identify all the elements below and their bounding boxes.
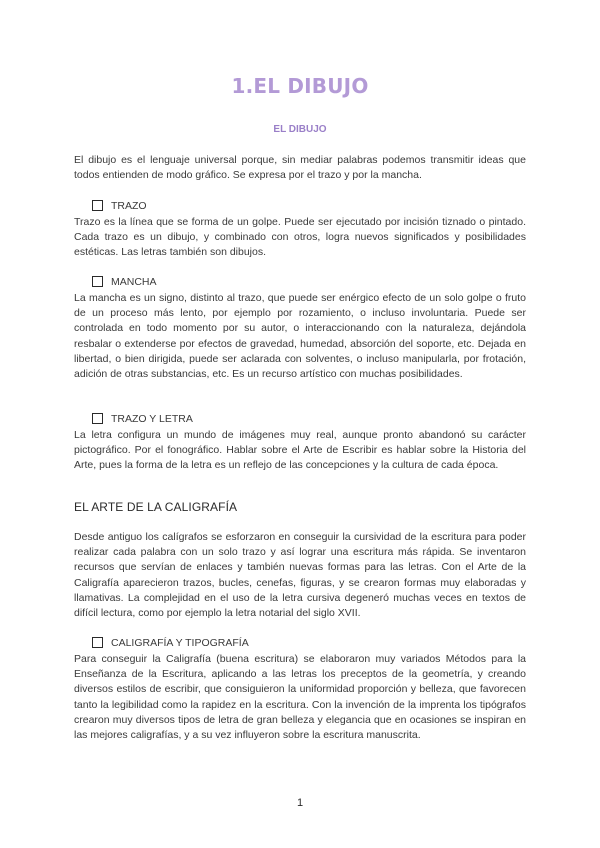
section-caligrafia-tipografia — [74, 635, 526, 743]
bullet-heading-caligrafia-tipografia — [92, 635, 526, 650]
intro-paragraph: El dibujo es el lenguaje universal porque, sin mediar palabras podemos transmitir ideas que todos entienden de modo gráfico. Se expresa por el trazo y por la mancha. — [74, 154, 526, 182]
checkbox-square-icon — [92, 276, 103, 287]
caligrafia-heading: EL ARTE DE LA CALIGRAFÍA — [74, 500, 238, 514]
section-trazo-y-letra — [74, 411, 526, 474]
checkbox-square-icon — [92, 637, 103, 648]
section-caligrafia — [74, 530, 526, 621]
bullet-label: TRAZO Y LETRA — [111, 412, 193, 425]
trazo-paragraph: Trazo es la línea que se forma de un golpe. Puede ser ejecutado por incisión tiznado o pintado. Cada trazo es un dibujo, y combinado con otros, logra nuevos significados y posibilidades estéticas. Las letras también son dibujos. — [74, 216, 526, 259]
bullet-heading-trazo-y-letra — [92, 411, 526, 426]
checkbox-square-icon — [92, 200, 103, 211]
intro-block — [74, 153, 526, 183]
caligrafia-tipografia-paragraph: Para conseguir la Caligrafía (buena escritura) se elaboraron muy variados Métodos para la Enseñanza de la Escritura, aplicando a las letras los preceptos de la geometría, y creando diversos estilos de escribir, que consiguieron la uniformidad proporción y belleza, que favorecen tanto la legibilidad como la rapidez en la escritura. Con la invención de la imprenta los tipógrafos crearon muy diversos tipos de letra de gran belleza y elegancia que en ocasiones se inspiran en las mejores caligrafías, y a su vez influyeron sobre la escritura manuscrita. — [74, 653, 526, 742]
section-trazo — [74, 198, 526, 261]
section-mancha — [74, 274, 526, 382]
caligrafia-paragraph: Desde antiguo los calígrafos se esforzaron en conseguir la cursividad de la escritura para poder realizar cada palabra con un solo trazo y así lograr una escritura más rápida. Se inventaron recursos que servían de enlaces y también nuevas formas para las letras. Con el Arte de la Caligrafía aparecieron trazos, bucles, cenefas, figuras, y se crearon formas muy elaboradas y llamativas. La complejidad en el uso de la letra cursiva degeneró muchas veces en textos de difícil lectura, como por ejemplo la letra notarial del siglo XVII. — [74, 531, 526, 620]
bullet-label: CALIGRAFÍA Y TIPOGRAFÍA — [111, 636, 249, 649]
bullet-heading-trazo — [92, 198, 526, 213]
mancha-paragraph: La mancha es un signo, distinto al trazo, que puede ser enérgico efecto de un solo golpe o fruto de un proceso más lento, por ejemplo por rozamiento, o incluso involuntaria. Puede ser controlada en todo momento por su autor, o interaccionando con la naturaleza, dejándola resbalar o extenderse por efectos de gravedad, humedad, absorción del soporte, etc. Dejada en libertad, o bien dirigida, puede ser aclarada con solventes, o incluso manipularla, por frotación, adición de otras substancias, etc. Es un recurso artístico con muchas posibilidades. — [74, 292, 526, 381]
trazo-y-letra-paragraph: La letra configura un mundo de imágenes muy real, aunque pronto abandonó su carácter pictográfico. Por el fonográfico. Hablar sobre el Arte de Escribir es hablar sobre la Historia del Arte, pues la forma de la letra es un reflejo de las concepciones y la cultura de cada época. — [74, 429, 526, 472]
checkbox-square-icon — [92, 413, 103, 424]
bullet-label: MANCHA — [111, 275, 157, 288]
page-number: 1 — [296, 797, 304, 809]
section-subtitle: EL DIBUJO — [273, 124, 327, 135]
section-caligrafia-heading — [74, 500, 526, 514]
bullet-label: TRAZO — [111, 199, 147, 212]
bullet-heading-mancha — [92, 274, 526, 289]
page-title: 1.EL DIBUJO — [231, 74, 369, 98]
